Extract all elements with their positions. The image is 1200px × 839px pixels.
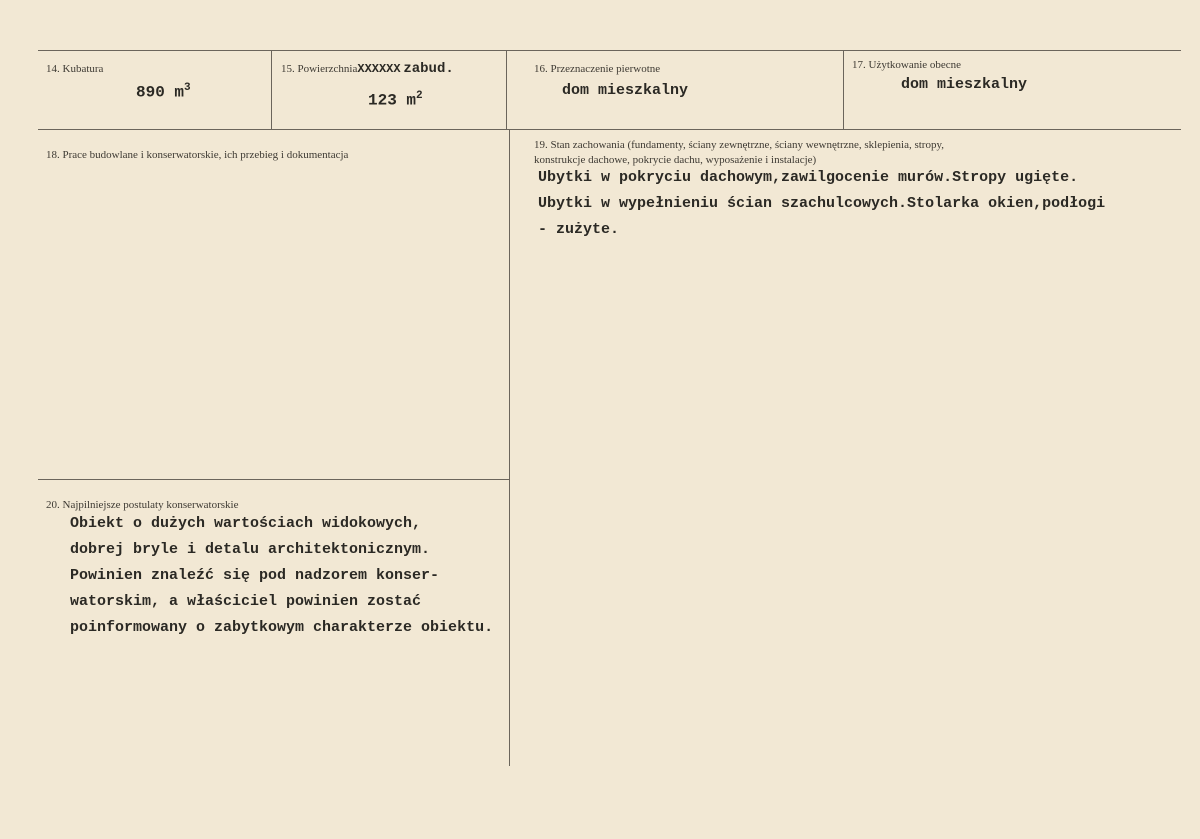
col-rule-2 bbox=[506, 50, 507, 130]
field-20-line-4: watorskim, a właściciel powinien zostać bbox=[70, 593, 422, 610]
field-19-label-line-1: 19. Stan zachowania (fundamenty, ściany zewnętrzne, ściany wewnętrzne, sklepienia, stropy, bbox=[534, 139, 945, 151]
field-20-line-1: Obiekt o dużych wartościach widokowych, bbox=[70, 515, 422, 532]
field-14-exponent: 3 bbox=[184, 82, 191, 94]
field-14-label: 14. Kubatura bbox=[46, 63, 104, 75]
field-15-value bbox=[368, 90, 423, 109]
col-rule-1 bbox=[271, 50, 272, 130]
row-rule bbox=[38, 129, 1181, 130]
field-20-text bbox=[70, 511, 493, 641]
field-20-line-2: dobrej bryle i detalu architektonicznym. bbox=[70, 541, 431, 558]
field-20-line-5: poinformowany o zabytkowym charakterze obiektu. bbox=[70, 619, 494, 636]
field-16-label: 16. Przeznaczenie pierwotne bbox=[534, 63, 661, 75]
field-20-line-3: Powinien znaleźć się pod nadzorem konser- bbox=[70, 567, 440, 584]
field-20-label: 20. Najpilniejsze postulaty konserwatorskie bbox=[46, 499, 239, 511]
field-15-number: 123 bbox=[368, 91, 397, 110]
field-15-label-text: 15. Powierzchnia bbox=[281, 63, 358, 75]
field-19-text bbox=[538, 165, 1105, 243]
field-15-suffix: zabud. bbox=[403, 61, 454, 77]
field-17-label: 17. Użytkowanie obecne bbox=[852, 59, 962, 71]
col-rule-center bbox=[509, 130, 510, 766]
mid-rule bbox=[38, 479, 510, 480]
field-19-line-3: - zużyte. bbox=[538, 221, 620, 238]
field-15-label bbox=[281, 62, 454, 76]
field-19-label-line-2: konstrukcje dachowe, pokrycie dachu, wyposażenie i instalacje) bbox=[534, 154, 817, 166]
top-rule bbox=[38, 50, 1181, 51]
col-rule-3 bbox=[843, 50, 844, 130]
field-14-value bbox=[136, 82, 191, 101]
field-19-line-1: Ubytki w pokryciu dachowym,zawilgocenie murów.Stropy ugięte. bbox=[538, 169, 1079, 186]
field-15-exponent: 2 bbox=[416, 90, 423, 102]
field-18-label: 18. Prace budowlane i konserwatorskie, ich przebieg i dokumentacja bbox=[46, 149, 349, 161]
field-14-unit: m bbox=[174, 83, 185, 102]
field-16-value: dom mieszkalny bbox=[562, 82, 689, 99]
field-14-number: 890 bbox=[136, 83, 165, 102]
field-17-value: dom mieszkalny bbox=[901, 76, 1028, 93]
field-19-line-2: Ubytki w wypełnieniu ścian szachulcowych.Stolarka okien,podłogi bbox=[538, 195, 1106, 212]
field-15-unit: m bbox=[406, 91, 417, 110]
field-15-strikeout: XXXXXX bbox=[357, 62, 401, 76]
